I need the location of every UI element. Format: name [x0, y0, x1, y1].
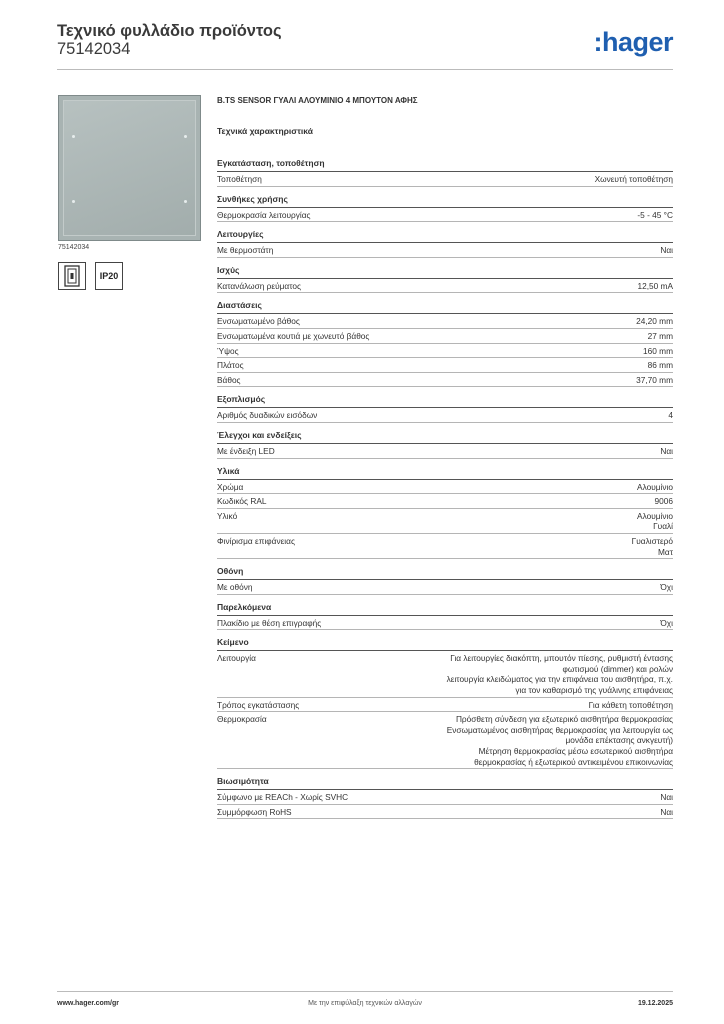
- footer-date: 19.12.2025: [637, 1000, 673, 1007]
- spec-row: [217, 279, 673, 294]
- spec-value: 27 mm: [647, 330, 673, 341]
- spec-value: Όχι: [660, 617, 673, 628]
- spec-value: 86 mm: [647, 360, 673, 371]
- spec-value: Ναι: [660, 792, 673, 803]
- spec-label: Ύψος: [217, 345, 239, 356]
- spec-row: [217, 698, 673, 713]
- spec-group-title: Κείμενο: [217, 637, 673, 651]
- spec-group: [217, 194, 673, 223]
- spec-label: Κωδικός RAL: [217, 496, 267, 507]
- spec-row: [217, 480, 673, 495]
- spec-heading: Τεχνικά χαρακτηριστικά: [217, 126, 313, 136]
- spec-label: Με οθόνη: [217, 582, 253, 593]
- spec-section: [217, 96, 673, 826]
- spec-group-title: Παρελκόμενα: [217, 602, 673, 616]
- spec-label: Σύμφωνο με REACh - Χωρίς SVHC: [217, 792, 349, 803]
- spec-label: Πλακίδιο με θέση επιγραφής: [217, 617, 322, 628]
- hager-logo: :hager: [593, 27, 673, 57]
- spec-group: [217, 300, 673, 387]
- spec-group-title: Υλικά: [217, 466, 673, 480]
- spec-group-title: Έλεγχοι και ενδείξεις: [217, 430, 673, 444]
- spec-label: Πλάτος: [217, 360, 244, 371]
- spec-group: [217, 265, 673, 294]
- spec-group-title: Διαστάσεις: [217, 300, 673, 314]
- button-marker-dot: [72, 200, 75, 203]
- spec-group: [217, 229, 673, 258]
- spec-group-title: Ισχύς: [217, 265, 673, 279]
- spec-group: [217, 566, 673, 595]
- spec-value: Ναι: [660, 245, 673, 256]
- spec-label: Αριθμός δυαδικών εισόδων: [217, 410, 318, 421]
- spec-row: [217, 314, 673, 329]
- spec-value: 37,70 mm: [636, 374, 673, 385]
- button-marker-dot: [184, 200, 187, 203]
- footer-notice: Με την επιφύλαξη τεχνικών αλλαγών: [308, 1000, 422, 1007]
- spec-row: [217, 329, 673, 344]
- spec-value: 160 mm: [643, 345, 673, 356]
- spec-row: [217, 373, 673, 388]
- spec-row: [217, 651, 673, 697]
- ip-rating-badge: IP20: [95, 262, 123, 290]
- spec-row: [217, 534, 673, 559]
- product-name: B.TS SENSOR ΓΥΑΛΙ ΑΛΟΥΜΙΝΙΟ 4 ΜΠΟΥΤΟΝ ΑΦΗΣ: [217, 96, 418, 105]
- spec-row: [217, 172, 673, 187]
- glass-panel: [63, 100, 196, 236]
- spec-group: [217, 602, 673, 631]
- spec-row: [217, 208, 673, 223]
- document-title: Τεχνικό φυλλάδιο προϊόντος: [57, 22, 282, 40]
- spec-label: Κατανάλωση ρεύματος: [217, 280, 301, 291]
- spec-value: Γυαλιστερό Ματ: [631, 535, 673, 557]
- spec-groups: [217, 158, 673, 819]
- spec-value: Χωνευτή τοποθέτηση: [594, 174, 673, 184]
- flush-mount-icon: [58, 262, 86, 290]
- spec-value: Για κάθετη τοποθέτηση: [588, 699, 673, 710]
- spec-value: Πρόσθετη σύνδεση για εξωτερικό αισθητήρα θερμοκρασίας Ενσωματωμένος αισθητήρας θερμοκρασίας για λειτουργία ως μονάδα επέκτασης ανκγευτή) Μέτρηση θερμοκρασίας μέσω εσωτερικού αισθητήρα θερμοκρασίας ή εξωτερικού αντικειμένου επικοινωνίας: [446, 714, 673, 767]
- product-reference: 75142034: [57, 40, 131, 58]
- image-caption: 75142034: [58, 244, 90, 251]
- spec-row: [217, 805, 673, 820]
- spec-label: Θερμοκρασία: [217, 714, 267, 725]
- spec-row: [217, 444, 673, 459]
- spec-row: [217, 358, 673, 373]
- spec-value: Ναι: [660, 806, 673, 817]
- spec-group-title: Εξοπλισμός: [217, 394, 673, 408]
- spec-row: [217, 344, 673, 359]
- spec-value: Αλουμίνιο Γυαλί: [637, 510, 673, 532]
- document-footer: [57, 991, 673, 1007]
- spec-label: Ενσωματωμένα κουτιά με χωνευτό βάθος: [217, 330, 370, 341]
- spec-group: [217, 430, 673, 459]
- spec-value: 24,20 mm: [636, 316, 673, 327]
- spec-group: [217, 637, 673, 769]
- spec-label: Με ένδειξη LED: [217, 445, 275, 456]
- spec-group: [217, 776, 673, 819]
- spec-group-title: Λειτουργίες: [217, 229, 673, 243]
- spec-group-title: Οθόνη: [217, 566, 673, 580]
- button-marker-dot: [72, 135, 75, 138]
- spec-row: [217, 790, 673, 805]
- spec-value: Για λειτουργίες διακόπτη, μπουτόν πίεσης, ρυθμιστή έντασης φωτισμού (dimmer) και ρολών λειτουργία κλειδώματος για την επιφάνεια του αισθητήρα, π.χ. για τον καθαρισμό της γυάλινης επιφάνειας: [446, 653, 673, 696]
- spec-row: [217, 509, 673, 534]
- spec-value: Ναι: [660, 445, 673, 456]
- spec-group-title: Συνθήκες χρήσης: [217, 194, 673, 208]
- spec-group: [217, 466, 673, 560]
- spec-group-title: Εγκατάσταση, τοποθέτηση: [217, 158, 673, 172]
- spec-label: Ενσωματωμένο βάθος: [217, 316, 300, 327]
- spec-label: Με θερμοστάτη: [217, 245, 274, 256]
- spec-row: [217, 408, 673, 423]
- spec-row: [217, 580, 673, 595]
- spec-label: Συμμόρφωση RoHS: [217, 806, 292, 817]
- spec-value: 4: [668, 410, 673, 421]
- spec-row: [217, 712, 673, 769]
- button-marker-dot: [184, 135, 187, 138]
- spec-value: 12,50 mA: [637, 280, 673, 291]
- spec-label: Υλικό: [217, 510, 238, 521]
- spec-label: Λειτουργία: [217, 653, 256, 664]
- spec-row: [217, 494, 673, 509]
- spec-value: Αλουμίνιο: [637, 481, 673, 492]
- spec-value: Όχι: [660, 582, 673, 593]
- spec-label: Βάθος: [217, 374, 241, 385]
- spec-group-title: Βιωσιμότητα: [217, 776, 673, 790]
- product-image: [58, 95, 201, 241]
- spec-value: -5 - 45 °C: [637, 209, 673, 220]
- spec-group: [217, 394, 673, 423]
- spec-row: [217, 243, 673, 258]
- spec-value: 9006: [654, 496, 673, 507]
- spec-label: Τοποθέτηση: [217, 174, 262, 184]
- spec-label: Φινίρισμα επιφάνειας: [217, 535, 295, 546]
- spec-label: Χρώμα: [217, 481, 244, 492]
- document-header: [57, 22, 673, 70]
- spec-label: Θερμοκρασία λειτουργίας: [217, 209, 311, 220]
- spec-row: [217, 616, 673, 631]
- footer-website-link[interactable]: www.hager.com/gr: [57, 1000, 119, 1007]
- spec-label: Τρόπος εγκατάστασης: [217, 699, 300, 710]
- spec-group: [217, 158, 673, 187]
